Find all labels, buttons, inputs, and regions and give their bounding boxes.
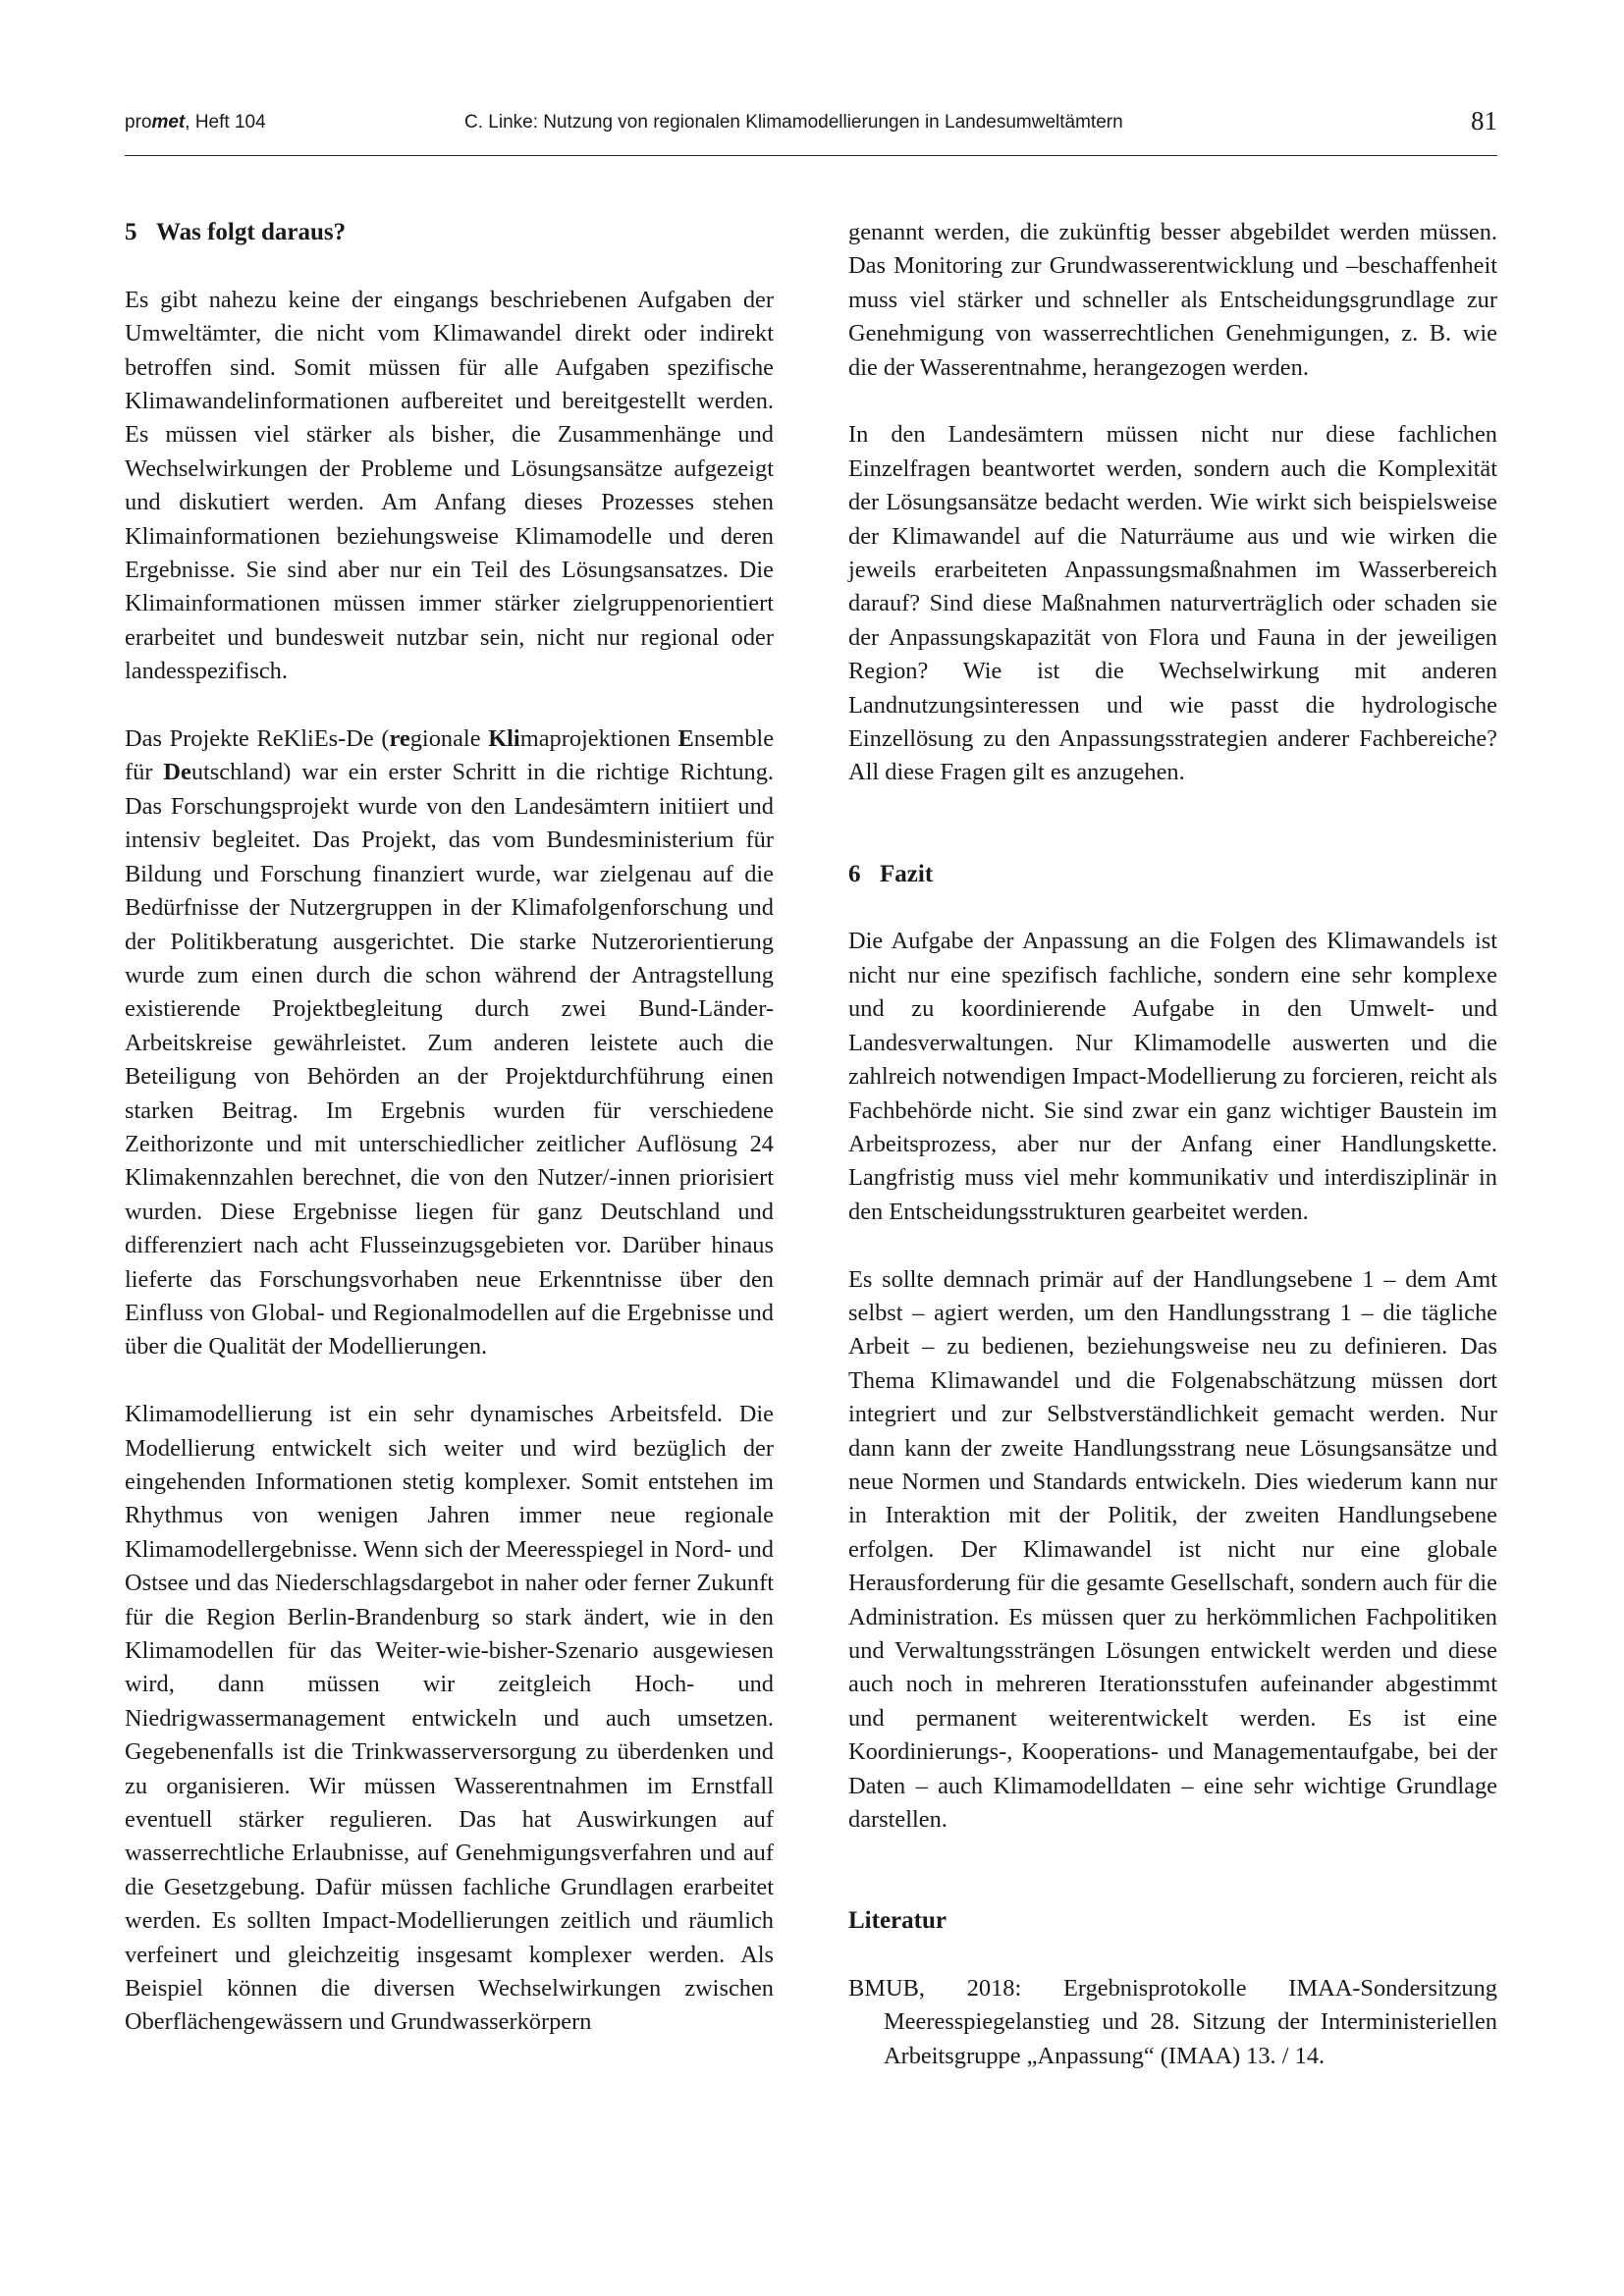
journal-name-prefix: pro: [125, 112, 152, 133]
p2-bold-2: Kli: [488, 725, 520, 753]
section-5-heading: [125, 216, 774, 249]
page-header: [125, 106, 1497, 153]
section-5-paragraph-4: In den Landesämtern müssen nicht nur diese fachlichen Einzelfragen beantwortet werden, sondern auch die Komplexität der Lösungsansätze bedacht werden. Wie wirkt sich beispielsweise der Klimawandel auf die Naturräume aus und wie wirken die jeweils erarbeiteten Anpassungsmaßnahmen im Wasserbereich darauf? Sind diese Maßnahmen naturverträglich oder schaden sie der Anpassungskapazität von Flora und Fauna in der jeweiligen Region? Wie ist die Wechselwirkung mit anderen Landnutzungsinteressen und wie passt die hydrologische Einzellösung zu den Anpassungsstrategien anderer Fachbereiche? All diese Fragen gilt es anzugehen.: [848, 421, 1497, 786]
section-5-title: Was folgt daraus?: [156, 219, 347, 245]
header-rule: [125, 155, 1497, 156]
p2-text-3: nsemble für: [125, 725, 775, 786]
section-5-paragraph-2: [125, 722, 774, 1364]
literatur-heading: Literatur: [848, 1907, 947, 1935]
section-6-paragraph-1: Die Aufgabe der Anpassung an die Folgen des Klimawandels ist nicht nur eine spezifisch fachliche, sondern eine sehr komplexe und zu koordinierende Aufgabe in den Umwelt- und Landesverwaltungen. Nur Klimamodelle auswerten und die zahlreich notwendigen Impact-Modellierung zu forcieren, reicht als Fachbehörde nicht. Sie sind zwar ein ganz wichtiger Baustein im Arbeitsprozess, aber nur der Anfang einer Handlungskette. Langfristig muss viel mehr kommunikativ und interdisziplinär in den Entscheidungsstrukturen gearbeitet werden.: [848, 928, 1497, 1225]
section-6-paragraph-2: Es sollte demnach primär auf der Handlungsebene 1 – dem Amt selbst – agiert werden, um den Handlungsstrang 1 – die tägliche Arbeit – zu bedienen, beziehungsweise neu zu definieren. Das Thema Klimawandel und die Folgenabschätzung müssen dort integriert und zur Selbstverständlichkeit gemacht werden. Nur dann kann der zweite Handlungsstrang neue Lösungsansätze und neue Normen und Standards entwickeln. Dies wiederum kann nur in Interaktion mit der Politik, der zweiten Handlungsebene erfolgen. Der Klimawandel ist nicht nur eine globale Herausforderung für die gesamte Gesellschaft, sondern auch für die Administration. Es müssen quer zu herkömmlichen Fachpolitiken und Verwaltungssträngen Lösungen entwickelt werden und diese auch noch in mehreren Iterationsstufen aufeinander abgestimmt und permanent weiterentwickelt werden. Es ist eine Koordinierungs-, Kooperations- und Managementaufgabe, bei der Daten – auch Klimamodelldaten – eine sehr wichtige Grundlage darstellen.: [848, 1265, 1497, 1834]
page-number: 81: [1471, 106, 1497, 135]
section-5-paragraph-3-continued: genannt werden, die zukünftig besser abgebildet werden müssen. Das Monitoring zur Grundwasserentwicklung und –beschaffenheit muss viel stärker und schneller als Entscheidungsgrundlage zur Genehmigung von wasserrechtlichen Genehmigungen, z. B. wie die der Wasserentnahme, herangezogen werden.: [848, 219, 1497, 381]
section-spacer: [848, 824, 1497, 857]
p2-bold-4: De: [163, 759, 191, 786]
journal-issue: , Heft 104: [185, 112, 266, 133]
running-title: C. Linke: Nutzung von regionalen Klimamodellierungen in Landesumweltämtern: [464, 112, 1123, 133]
section-6-heading: [848, 858, 1497, 891]
reference-item: BMUB, 2018: Ergebnisprotokolle IMAA-Sondersitzung Meeresspiegelanstieg und 28. Sitzung der Interministeriellen Arbeitsgruppe „Anpassung“ (IMAA) 13. / 14.: [848, 1975, 1497, 2069]
p2-text-1: gionale: [409, 725, 489, 753]
p2-bold-3: E: [677, 725, 694, 753]
section-6-title: Fazit: [880, 860, 934, 887]
section-6-number: 6: [848, 860, 861, 887]
section-spacer-2: [848, 1871, 1497, 1904]
p2-text-a: Das Projekte ReKliEs-De (: [125, 725, 390, 753]
p2-bold-1: re: [389, 725, 410, 753]
section-5-paragraph-1: Es gibt nahezu keine der eingangs beschriebenen Aufgaben der Umweltämter, die nicht vom Klimawandel direkt oder indirekt betroffen sind. Somit müssen für alle Aufgaben spezifische Klimawandelinformationen aufbereitet und bereitgestellt werden. Es müssen viel stärker als bisher, die Zusammenhänge und Wechselwirkungen der Probleme und Lösungsansätze aufgezeigt und diskutiert werden. Am Anfang dieses Prozesses stehen Klimainformationen beziehungsweise Klimamodelle und deren Ergebnisse. Sie sind aber nur ein Teil des Lösungsansatzes. Die Klimainformationen müssen immer stärker zielgruppenorientiert erarbeitet und bundesweit nutzbar sein, nicht nur regional oder landesspezifisch.: [125, 286, 774, 685]
section-5-paragraph-3: Klimamodellierung ist ein sehr dynamisches Arbeitsfeld. Die Modellierung entwickelt sich weiter und wird bezüglich der eingehenden Informationen stetig komplexer. Somit entstehen im Rhythmus von wenigen Jahren immer neue regionale Klimamodellergebnisse. Wenn sich der Meeresspiegel in Nord- und Ostsee und das Niederschlagsdargebot in naher oder ferner Zukunft für die Region Berlin-Brandenburg so stark ändert, wie in den Klimamodellen für das Weiter-wie-bisher-Szenario ausgewiesen wird, dann müssen wir zeitgleich Hoch- und Niedrigwassermanagement entwickeln und auch umsetzen. Gegebenenfalls ist die Trinkwasserversorgung zu überdenken und zu organisieren. Wir müssen Wasserentnahmen im Ernstfall eventuell stärker regulieren. Das hat Auswirkungen auf wasserrechtliche Erlaubnisse, auf Genehmigungsverfahren und auf die Gesetzgebung. Dafür müssen fachliche Grundlagen erarbeitet werden. Es sollten Impact-Modellierungen zeitlich und räumlich verfeinert und gleichzeitig insgesamt komplexer werden. Als Beispiel können die diversen Wechselwirkungen zwischen Oberflächengewässern und Grundwasserkörpern: [125, 1401, 774, 2036]
left-column: [125, 216, 774, 2073]
journal-name-emphasis: met: [151, 112, 186, 133]
right-column: [848, 216, 1497, 2108]
p2-text-4: utschland) war ein erster Schritt in die richtige Richtung. Das Forschungsprojekt wurde von den Landesämtern initiiert und intensiv begleitet. Das Projekt, das vom Bundesministerium für Bildung und Forschung finanziert wurde, war zielgenau auf die Bedürfnisse der Nutzergruppen in der Klimafolgenforschung und der Politikberatung ausgerichtet. Die starke Nutzerorientierung wurde zum einen durch die schon während der Antragstellung existierende Projektbegleitung durch zwei Bund-Länder-Arbeitskreise gewährleistet. Zum anderen leistete auch die Beteiligung von Behörden an der Projektdurchführung einen starken Beitrag. Im Ergebnis wurden für verschiedene Zeithorizonte und mit unterschiedlicher zeitlicher Auflösung 24 Klimakennzahlen berechnet, die von den Nutzer/-innen priorisiert wurden. Diese Ergebnisse liegen für ganz Deutschland und differenziert nach acht Flusseinzugsgebieten vor. Darüber hinaus lieferte das Forschungsvorhaben neue Erkenntnisse über den Einfluss von Global- und Regionalmodellen auf die Ergebnisse und über die Qualität der Modellierungen.: [125, 759, 775, 1361]
journal-name: [125, 112, 266, 133]
p2-text-2: maprojektionen: [519, 725, 678, 753]
section-5-number: 5: [125, 219, 137, 245]
